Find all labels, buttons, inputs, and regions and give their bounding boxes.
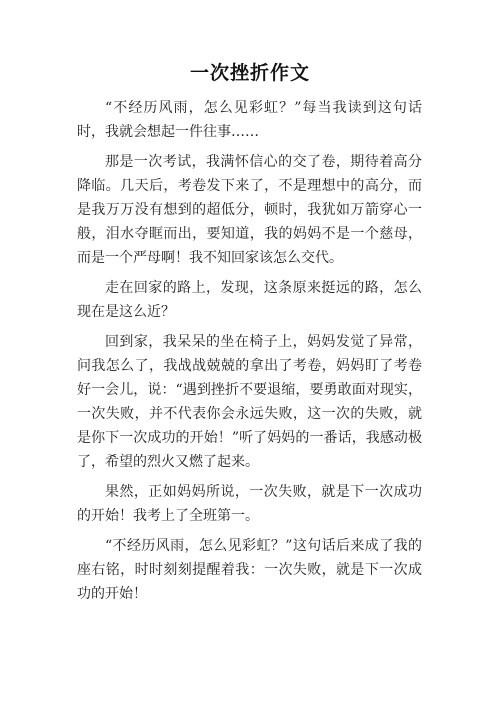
document-title: 一次挫折作文 bbox=[189, 62, 310, 84]
paragraph-5: 果然，正如妈妈所说，一次失败，就是下一次成功的开始！我考上了全班第一。 bbox=[77, 484, 422, 524]
paragraph-3: 走在回家的路上，发现，这条原来挺远的路，怎么现在是这么近？ bbox=[77, 280, 422, 320]
paragraph-6: “不经历风雨，怎么见彩虹？”这句话后来成了我的座右铭，时时刻刻提醒着我：一次失败，就是下一次成功的开始！ bbox=[77, 538, 422, 602]
document-body bbox=[77, 96, 422, 612]
paragraph-2: 那是一次考试，我满怀信心的交了卷，期待着高分降临。几天后，考卷发下来了，不是理想中的高分，而是我万万没有想到的超低分，顿时，我犹如万箭穿心一般，泪水夺眶而出，要知道，我的妈妈不是一个慈母，而是一个严母啊！我不知回家该怎么交代。 bbox=[77, 154, 422, 266]
paragraph-4: 回到家，我呆呆的坐在椅子上，妈妈发觉了异常，问我怎么了，我战战兢兢的拿出了考卷，妈妈盯了考卷好一会儿，说：“遇到挫折不要退缩，要勇敢面对现实，一次失败，并不代表你会永远失败，这一次的失败，就是你下一次成功的开始！”听了妈妈的一番话，我感动极了，希望的烈火又燃了起来。 bbox=[77, 334, 422, 470]
paragraph-1: “不经历风雨，怎么见彩虹？”每当我读到这句话时，我就会想起一件往事…… bbox=[77, 100, 422, 140]
